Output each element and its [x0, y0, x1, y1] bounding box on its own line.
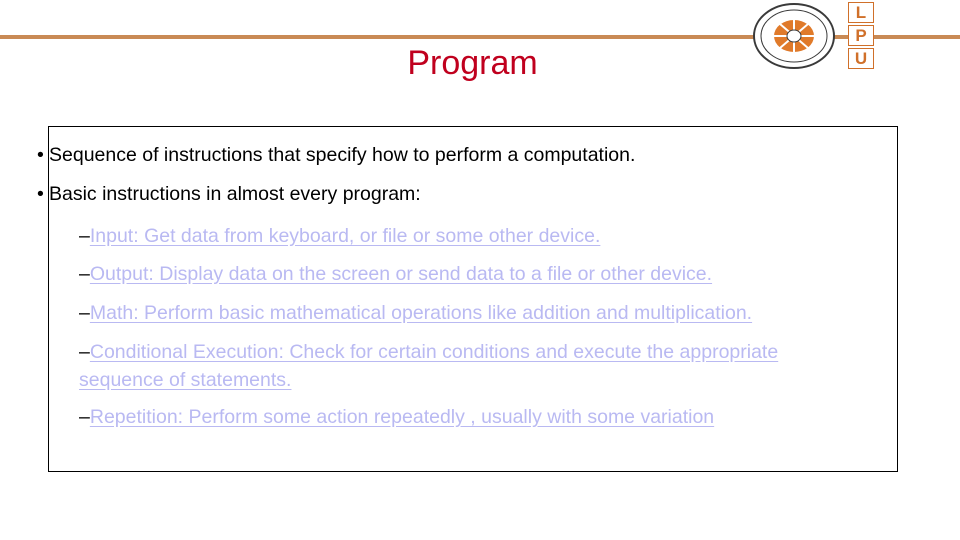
page-title: Program	[407, 44, 538, 82]
dash-icon: –	[79, 341, 90, 363]
sub-item-link[interactable]: Output: Display data on the screen or send data to a file or other device.	[89, 263, 713, 285]
bullet-item	[37, 143, 635, 167]
bullet-item	[37, 182, 421, 206]
sub-item-conditional-continued	[79, 366, 291, 394]
sub-item-output	[79, 260, 712, 288]
content-box	[37, 126, 898, 472]
sub-item-link[interactable]: Math: Perform basic mathematical operations like addition and multiplication.	[89, 302, 753, 324]
sub-item-math	[79, 299, 752, 327]
sub-item-conditional	[79, 338, 778, 366]
dash-icon: –	[79, 406, 90, 428]
bullet-icon: •	[37, 183, 44, 205]
sub-item-link[interactable]: Input: Get data from keyboard, or file or some other device.	[89, 225, 601, 247]
logo-letter-p: P	[848, 25, 874, 46]
logo-letter-l: L	[848, 2, 874, 23]
sub-item-link[interactable]: Repetition: Perform some action repeatedly , usually with some variation	[89, 406, 715, 428]
dash-icon: –	[79, 302, 90, 324]
dash-icon: –	[79, 263, 90, 285]
university-seal-logo	[752, 2, 836, 70]
bullet-icon: •	[37, 144, 44, 166]
bullet-text: Sequence of instructions that specify how to perform a computation.	[49, 144, 636, 166]
sub-item-link[interactable]: sequence of statements.	[79, 369, 292, 391]
logo-letter-u: U	[848, 48, 874, 69]
sub-item-repetition	[79, 403, 714, 431]
sub-item-link[interactable]: Conditional Execution: Check for certain conditions and execute the appropriate	[89, 341, 779, 363]
lpu-letter-logo	[848, 2, 876, 71]
sub-item-input	[79, 222, 600, 250]
dash-icon: –	[79, 225, 90, 247]
bullet-text: Basic instructions in almost every program:	[49, 183, 421, 205]
